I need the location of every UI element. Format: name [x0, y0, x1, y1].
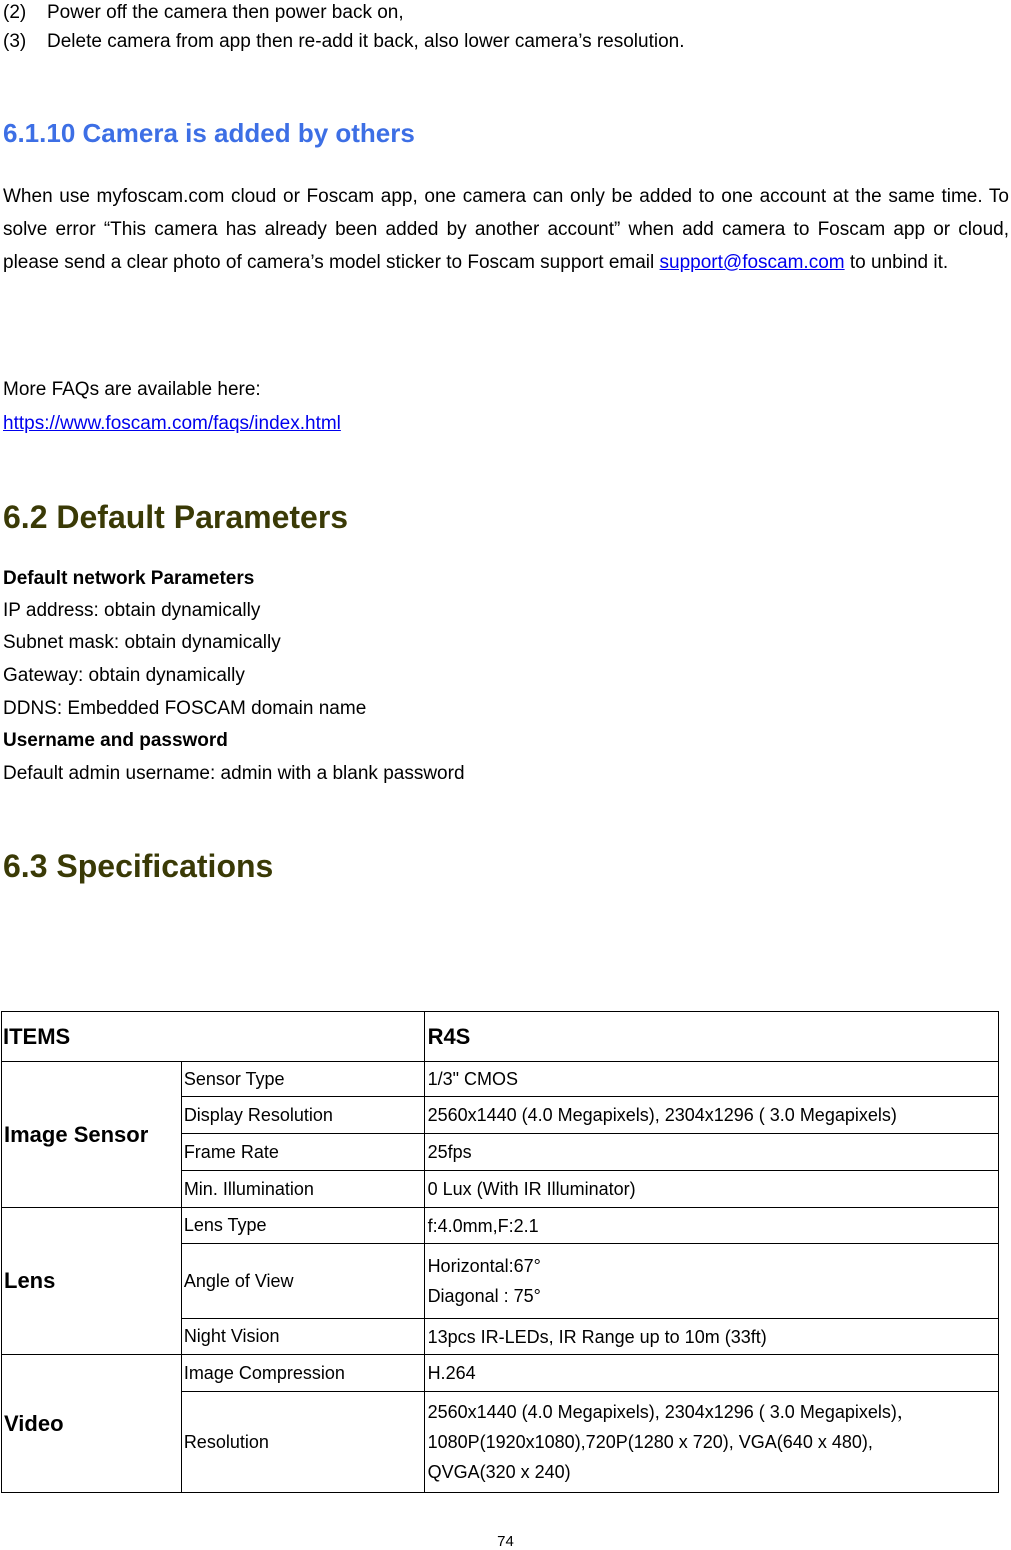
value-line: 1080P(1920x1080),720P(1280 x 720), VGA(640 x 480),	[427, 1432, 873, 1452]
section-heading-6-3: 6.3 Specifications	[3, 848, 274, 884]
value-line: Diagonal : 75°	[427, 1286, 541, 1306]
value-line: 2560x1440 (4.0 Megapixels), 2304x1296 ( 3.0 Megapixels)，	[427, 1402, 915, 1422]
section-paragraph	[3, 180, 1009, 279]
group-lens: Lens	[2, 1208, 182, 1355]
list-item	[0, 25, 1011, 58]
item-label: Frame Rate	[181, 1134, 424, 1171]
username-password-heading: Username and password	[3, 730, 228, 751]
section-heading-6-2: 6.2 Default Parameters	[3, 499, 349, 535]
item-label: Angle of View	[181, 1244, 424, 1319]
network-params-heading: Default network Parameters	[3, 568, 255, 589]
item-value: 13pcs IR-LEDs, IR Range up to 10m (33ft)	[424, 1319, 998, 1355]
header-model: R4S	[424, 1012, 998, 1062]
group-image-sensor: Image Sensor	[2, 1062, 182, 1208]
item-value	[424, 1244, 998, 1319]
ip-address-line: IP address: obtain dynamically	[3, 600, 261, 621]
item-value: H.264	[424, 1355, 998, 1392]
item-value	[424, 1392, 998, 1493]
specifications-table	[1, 1011, 999, 1493]
subnet-mask-line: Subnet mask: obtain dynamically	[3, 632, 281, 653]
table-row	[2, 1208, 999, 1244]
section-heading-6-1-10: 6.1.10 Camera is added by others	[3, 118, 415, 148]
list-item-number: (3)	[3, 31, 27, 52]
header-items: ITEMS	[2, 1012, 425, 1062]
paragraph-suffix: to unbind it.	[844, 252, 949, 273]
item-label: Display Resolution	[181, 1097, 424, 1134]
table-row	[2, 1062, 999, 1097]
list-item-number: (2)	[3, 2, 27, 23]
page-number: 74	[497, 1533, 514, 1550]
item-value: 2560x1440 (4.0 Megapixels), 2304x1296 ( 3.0 Megapixels)	[424, 1097, 998, 1134]
list-item-text: Power off the camera then power back on,	[47, 2, 404, 23]
value-line: QVGA(320 x 240)	[427, 1462, 571, 1482]
item-label: Night Vision	[181, 1319, 424, 1355]
ddns-line: DDNS: Embedded FOSCAM domain name	[3, 698, 367, 719]
default-admin-line: Default admin username: admin with a blank password	[3, 763, 465, 784]
more-faqs-label: More FAQs are available here:	[3, 379, 261, 400]
item-value: 1/3" CMOS	[424, 1062, 998, 1097]
item-label: Image Compression	[181, 1355, 424, 1392]
table-row	[2, 1355, 999, 1392]
item-label: Sensor Type	[181, 1062, 424, 1097]
paragraph-text: When use myfoscam.com cloud or Foscam app, one camera can only be added to one account at the same time. To solve error “This camera has already been added by another account” when add camera to Foscam app or cloud, please send a clear photo of camera’s model sticker to Foscam support email	[3, 186, 1009, 273]
value-line: Horizontal:67°	[427, 1256, 541, 1276]
list-item-text: Delete camera from app then re-add it back, also lower camera’s resolution.	[47, 31, 685, 52]
group-video: Video	[2, 1355, 182, 1493]
item-label: Lens Type	[181, 1208, 424, 1244]
faqs-link[interactable]: https://www.foscam.com/faqs/index.html	[3, 413, 341, 434]
table-header-row	[2, 1012, 999, 1062]
item-label: Resolution	[181, 1392, 424, 1493]
item-value: f:4.0mm,F:2.1	[424, 1208, 998, 1244]
support-email-link[interactable]: support@foscam.com	[659, 252, 845, 273]
gateway-line: Gateway: obtain dynamically	[3, 665, 245, 686]
item-label: Min. Illumination	[181, 1171, 424, 1208]
item-value: 25fps	[424, 1134, 998, 1171]
item-value: 0 Lux (With IR Illuminator)	[424, 1171, 998, 1208]
